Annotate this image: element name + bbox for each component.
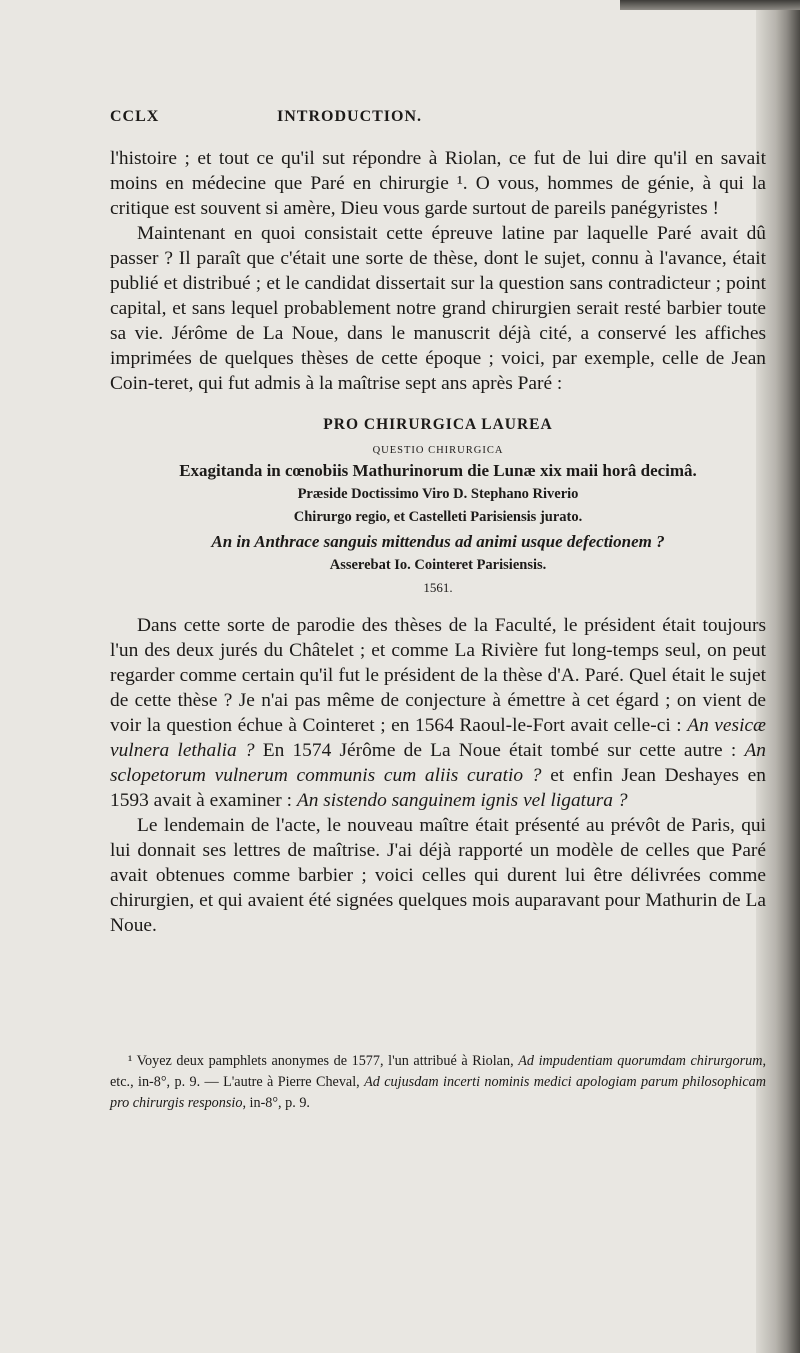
footnote-text-e: , in-8°, p. 9. bbox=[242, 1095, 310, 1111]
thesis-date-line: Exagitanda in cœnobiis Mathurinorum die Lunæ xix maii horâ decimâ. bbox=[179, 461, 697, 480]
thesis-placard bbox=[110, 414, 766, 599]
paragraph-3-question-2: An sclopetorum vulnerum communis cum aliis curatio ? bbox=[110, 740, 766, 786]
paragraph-3-question-3: An sistendo sanguinem ignis vel ligatura ? bbox=[296, 790, 628, 811]
footnote-1 bbox=[110, 1051, 766, 1114]
paragraph-1: l'histoire ; et tout ce qu'il sut répondre à Riolan, ce fut de lui dire qu'il en savait moins en médecine que Paré en chirurgie ¹. O vous, hommes de génie, à qui la critique est souvent si amère, Dieu vous garde surtout de pareils panégyristes ! bbox=[110, 148, 766, 219]
paragraph-2: Maintenant en quoi consistait cette épreuve latine par laquelle Paré avait dû passer ? Il paraît que c'était une sorte de thèse, dont le sujet, connu à l'avance, était publié et distribué ; et le candidat dissertait sur la question sans contradicteur ; point capital, et sans lequel probablement notre grand chirurgien serait resté barbier toute sa vie. Jérôme de La Noue, dans le manuscrit déjà cité, a conservé les affiches imprimées de quelques thèses de cette époque ; voici, par exemple, celle de Jean Coin-teret, qui fut admis à la maîtrise sept ans après Paré : bbox=[110, 223, 766, 394]
footnote-title-1: Ad impudentiam quorumdam chirurgorum bbox=[518, 1053, 763, 1069]
thesis-year: 1561. bbox=[423, 580, 453, 595]
thesis-subheading: QUESTIO CHIRURGICA bbox=[372, 445, 504, 456]
thesis-heading: PRO CHIRURGICA LAUREA bbox=[323, 416, 553, 433]
page-corner-shadow bbox=[620, 0, 800, 10]
paragraph-3 bbox=[110, 613, 766, 813]
footnote-text-a: ¹ Voyez deux pamphlets anonymes de 1577, l'un attribué à Riolan, bbox=[128, 1053, 519, 1069]
running-header bbox=[110, 108, 750, 134]
footnotes bbox=[110, 1051, 766, 1114]
paragraph-3-text-a: Dans cette sorte de parodie des thèses de la Faculté, le président était toujours l'un des deux jurés du Châtelet ; et comme La Rivière fut long-temps seul, on peut regarder comme certain qu'il fut le président de la thèse d'A. Paré. Quel était le sujet de cette thèse ? Je n'ai pas même de conjecture à émettre à cet égard ; on vient de voir la question échue à Cointeret ; en 1564 Raoul-le-Fort avait celle-ci : bbox=[110, 615, 766, 736]
paragraph-3-text-c: En 1574 Jérôme de La Noue était tombé sur cette autre : bbox=[254, 740, 745, 761]
footnote-text-c: , etc., in-8°, p. 9. — L'autre à Pierre Cheval, bbox=[110, 1053, 766, 1090]
paragraph-4: Le lendemain de l'acte, le nouveau maître était présenté au prévôt de Paris, qui lui donnait ses lettres de maîtrise. J'ai déjà rapporté un modèle de celles que Paré avait obtenues comme barbier ; voici celles qui durent lui être délivrées comme chirurgien, et qui avaient été signées quelques mois auparavant pour Mathurin de La Noue. bbox=[110, 815, 766, 936]
footnote-title-2: Ad cujusdam incerti nominis medici apologiam parum philosophicam pro chirurgis responsio bbox=[110, 1074, 766, 1111]
paragraph-3-text-e: et enfin Jean Deshayes en 1593 avait à examiner : bbox=[110, 765, 766, 811]
thesis-president-title: Chirurgo regio, et Castelleti Parisiensis jurato. bbox=[293, 509, 583, 525]
thesis-candidate: Asserebat Io. Cointeret Parisiensis. bbox=[329, 557, 547, 573]
thesis-question: An in Anthrace sanguis mittendus ad animi usque defectionem ? bbox=[211, 532, 665, 551]
paragraph-3-question-1: An vesicæ vulnera lethalia ? bbox=[110, 715, 766, 761]
thesis-president-line: Præside Doctissimo Viro D. Stephano Riverio bbox=[297, 486, 579, 502]
running-title: INTRODUCTION. bbox=[277, 108, 423, 125]
page-number: CCLX bbox=[110, 108, 160, 125]
main-text bbox=[110, 146, 766, 938]
